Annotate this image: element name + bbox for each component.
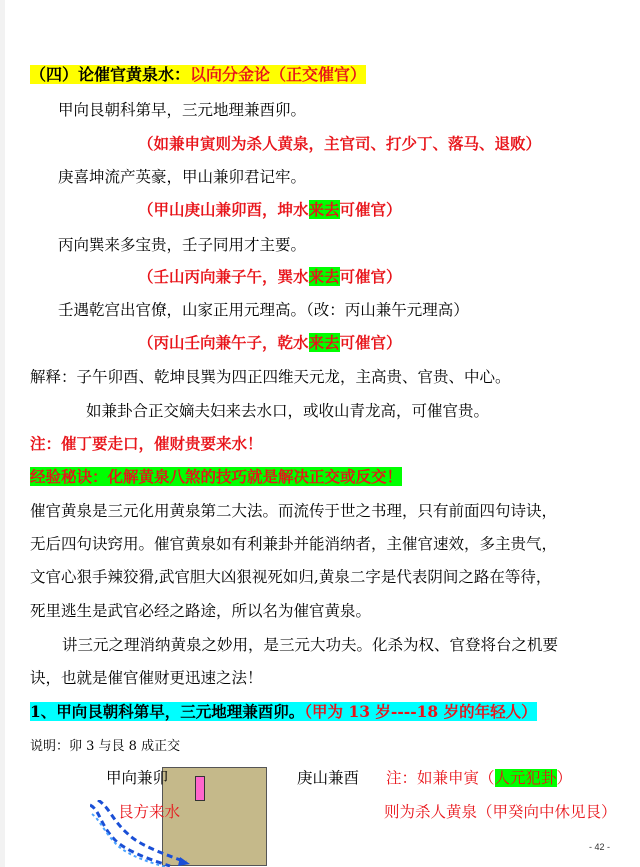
diagram-note-post: ） [556,769,573,787]
verse-note-4-post: 可催官） [339,333,402,352]
verse-note-3-highlight: 来去 [308,267,340,286]
verse-note-3-post: 可催官） [339,267,402,286]
section-title-part1: （四）论催官黄泉水： [30,65,191,84]
water-label: 艮方来水 [118,803,181,821]
heading-1 [30,701,537,723]
verse-line-2: 庚喜坤流产英豪，甲山兼卯君记牢。 [58,168,307,186]
paragraph1-line-3: 文官心狠手辣狡猾,武官胆大凶狠视死如归,黄泉二字是代表阴间之路在等待， [30,568,552,586]
diagram-note-highlight: 人元犯卦 [494,769,557,787]
verse-note-2 [138,199,402,221]
paragraph1-line-2: 无后四句诀窍用。催官黄泉如有利兼卦并能消纳者，主催官速效，多主贵气， [30,535,558,553]
verse-note-2-highlight: 来去 [308,200,340,219]
heading-1-main: 1、甲向艮朝科第早，三元地理兼酉卯。 [30,702,305,721]
verse-note-2-post: 可催官） [339,200,402,219]
explanation-line-2: 如兼卦合正交嫡夫妇来去水口，或收山青龙高，可催官贵。 [86,402,490,420]
verse-note-1: （如兼申寅则为杀人黄泉，主官司、打少丁、落马、退败） [138,134,542,153]
left-label: 甲向兼卯 [106,769,169,787]
explanation-line-1: 解释：子午卯酉、乾坤艮巽为四正四维天元龙，主高贵、官贵、中心。 [30,368,511,386]
verse-note-2-pre: （甲山庚山兼卯酉，坤水 [138,200,309,219]
paragraph1-line-4: 死里逃生是武官必经之路途，所以名为催官黄泉。 [30,602,372,620]
note-line: 注：催丁要走口，催财贵要来水！ [30,434,263,453]
heading-1-sub: （甲为 13 岁----18 岁的年轻人） [304,702,537,721]
right-label: 庚山兼酉 [297,769,360,787]
secret-line [30,466,402,488]
page-number: - 42 - [588,842,610,852]
verse-note-3-pre: （壬山丙向兼子午，巽水 [138,267,309,286]
diagram-caption: 说明：卯 3 与艮 8 成正交 [30,739,181,754]
diagram-note [386,767,572,789]
verse-note-4-highlight: 来去 [308,333,340,352]
paragraph2-line-1: 讲三元之理消纳黄泉之妙用，是三元大功夫。化杀为权、官登将台之机要 [62,636,559,654]
diagram-note-pre: 注：如兼申寅（ [386,769,495,787]
verse-line-4: 壬遇乾宫出官僚，山家正用元理高。（改：丙山兼午元理高） [58,301,469,319]
paragraph1-line-1: 催官黄泉是三元化用黄泉第二大法。而流传于世之书理，只有前面四句诗诀， [30,502,558,520]
door-marker [195,776,205,801]
verse-note-4-pre: （丙山壬向兼午子，乾水 [138,333,309,352]
verse-note-4 [138,332,402,354]
secret-text: 经验秘诀：化解黄泉八煞的技巧就是解决正交或反交！ [30,467,403,486]
section-title-part2: 以向分金论（正交催官） [190,65,367,84]
verse-line-3: 丙向巽来多宝贵，壬子同用才主要。 [58,236,307,254]
diagram-result: 则为杀人黄泉（甲癸向中休见艮） [384,803,617,821]
page-left-edge [0,0,5,867]
paragraph2-line-2: 诀，也就是催官催财更迅速之法！ [30,669,263,687]
verse-note-3 [138,266,402,288]
section-title [30,64,366,86]
verse-line-1: 甲向艮朝科第早，三元地理兼酉卯。 [58,101,307,119]
